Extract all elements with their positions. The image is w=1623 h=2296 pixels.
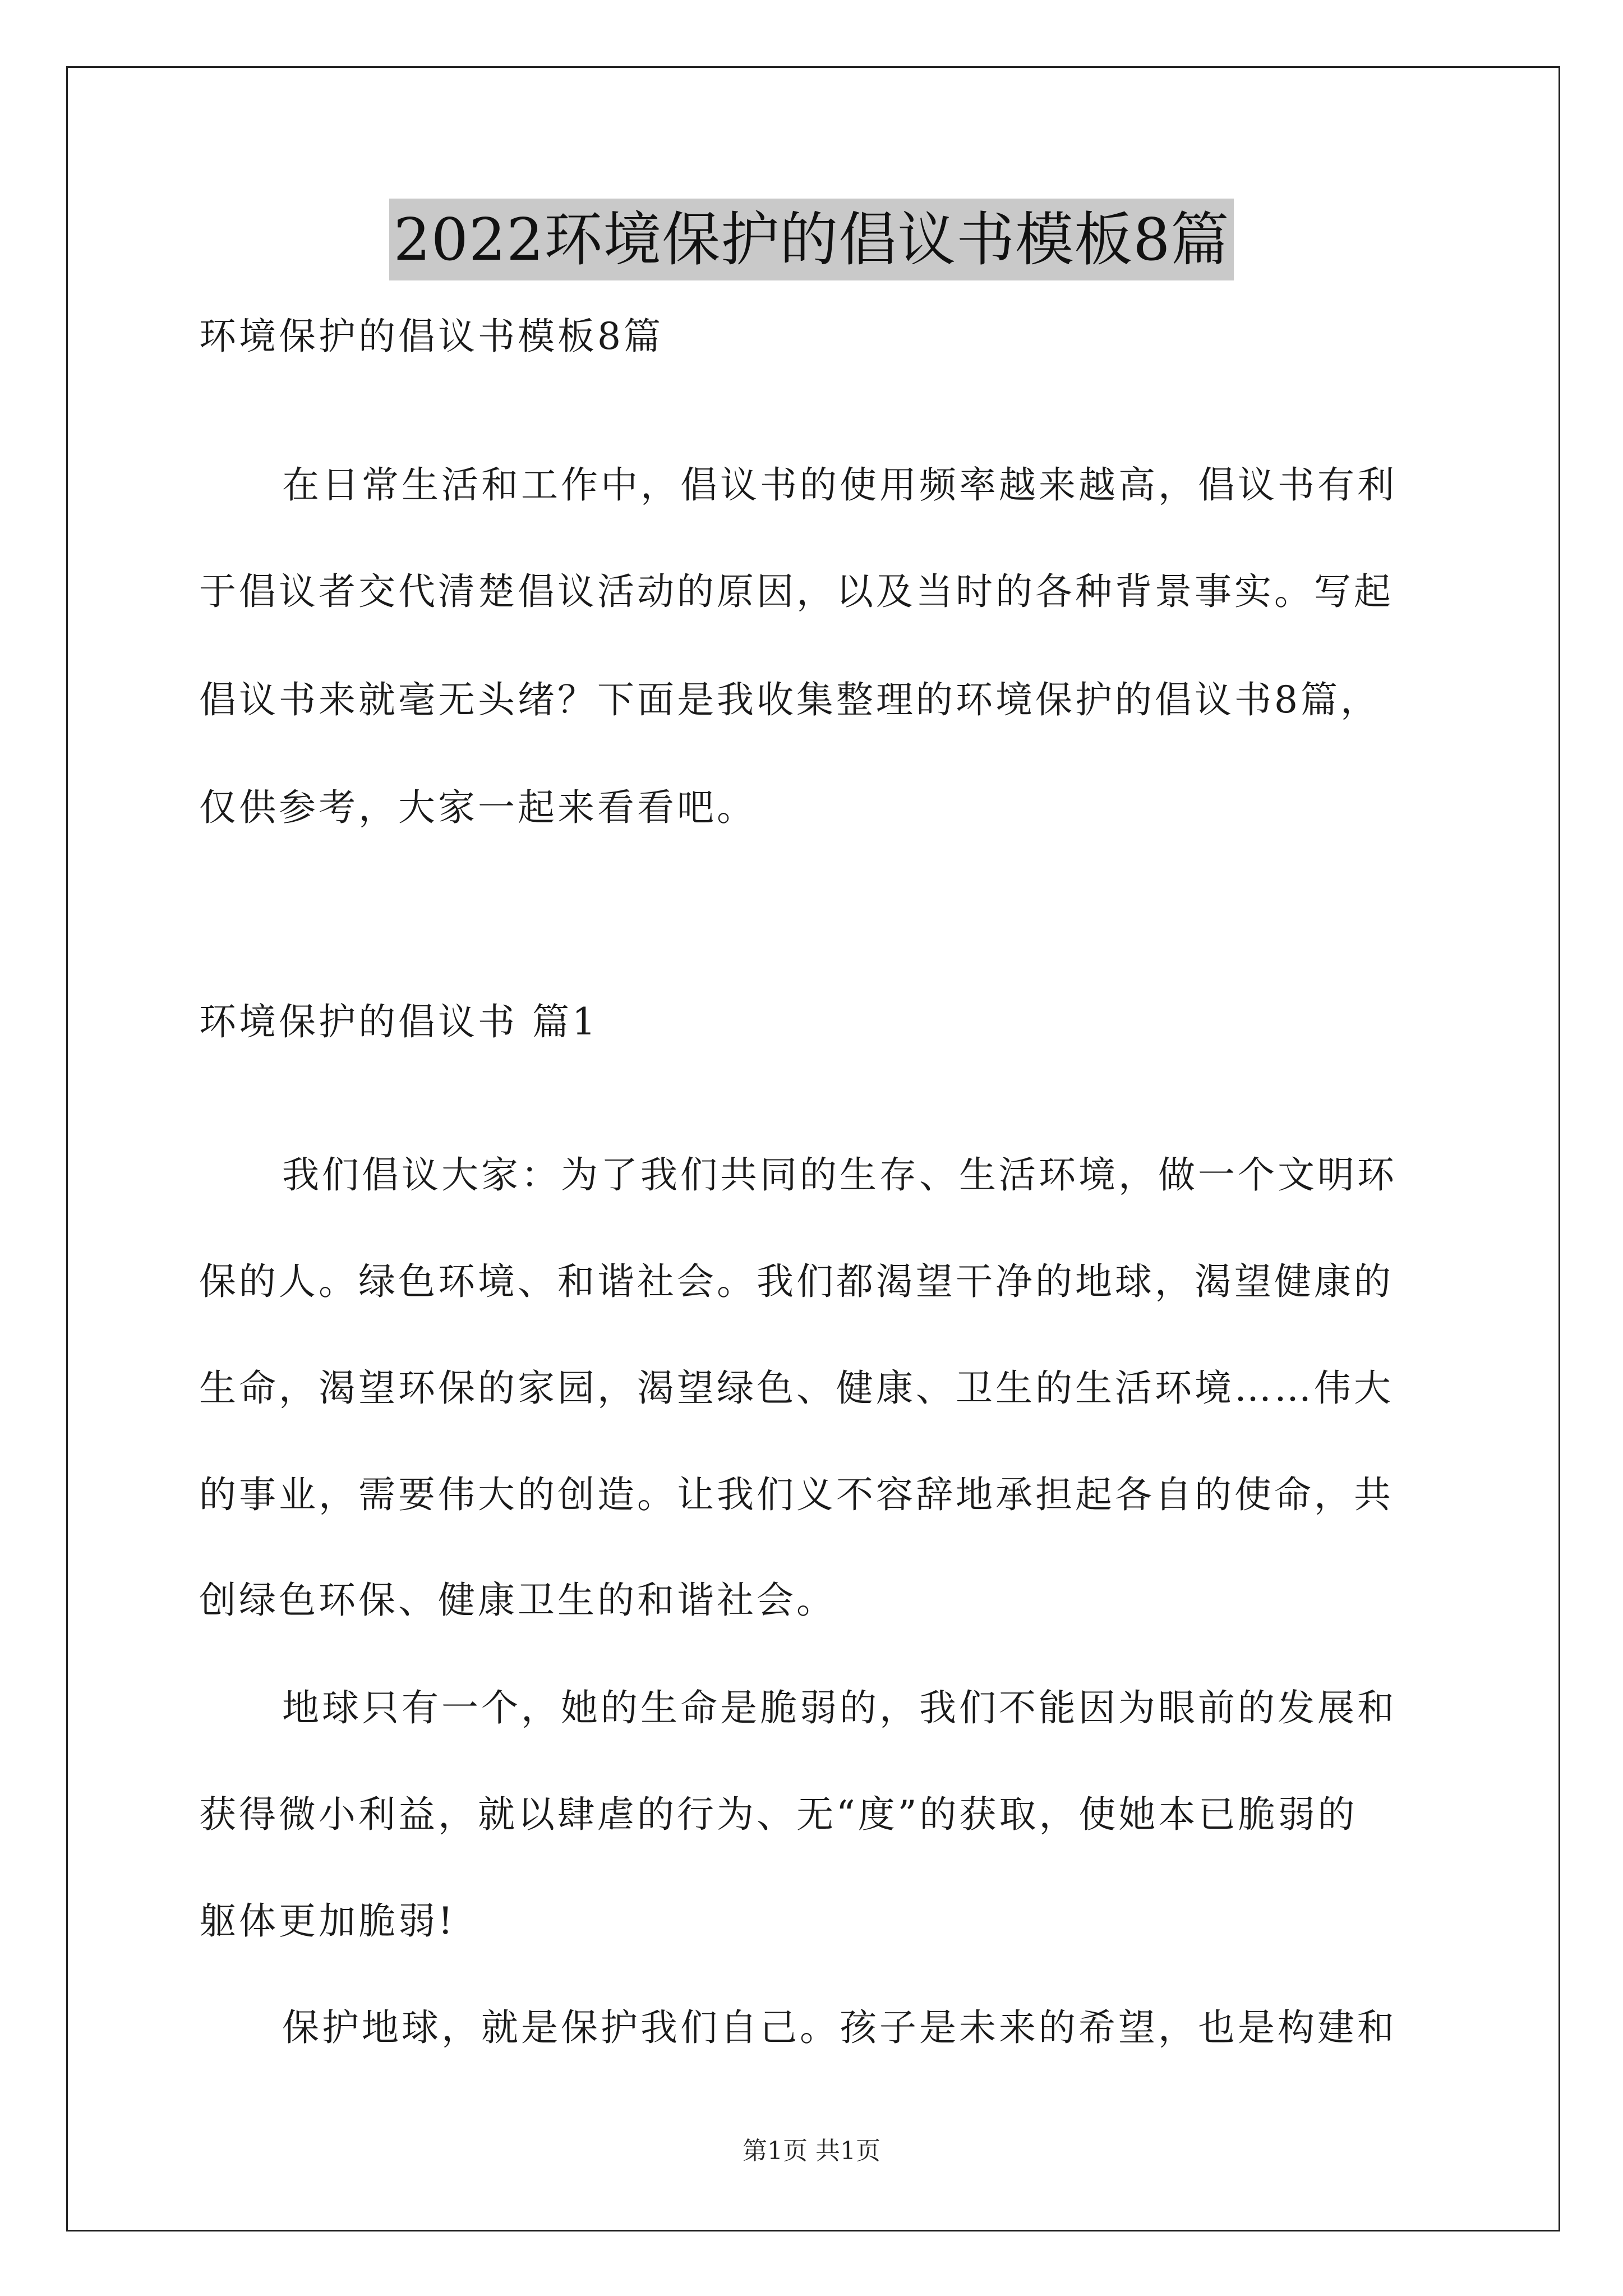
paragraph1-line: 我们倡议大家：为了我们共同的生存、生活环境，做一个文明环 bbox=[282, 1153, 1397, 1197]
page-footer: 第1页 共1页 bbox=[743, 2137, 880, 2165]
paragraph3-line: 保护地球，就是保护我们自己。孩子是未来的希望，也是构建和 bbox=[282, 2006, 1397, 2049]
paragraph2-line: 获得微小利益，就以肆虐的行为、无“度”的获取，使她本已脆弱的 bbox=[199, 1793, 1358, 1836]
paragraph1-line: 保的人。绿色环境、和谐社会。我们都渴望干净的地球，渴望健康的 bbox=[199, 1260, 1394, 1303]
intro-line: 倡议书来就毫无头绪？下面是我收集整理的环境保护的倡议书8篇， bbox=[199, 678, 1380, 721]
paragraph1-line: 的事业，需要伟大的创造。让我们义不容辞地承担起各自的使命，共 bbox=[199, 1473, 1394, 1516]
intro-line: 仅供参考，大家一起来看看吧。 bbox=[199, 786, 757, 829]
paragraph1-line: 创绿色环保、健康卫生的和谐社会。 bbox=[199, 1579, 836, 1622]
paragraph2-line: 躯体更加脆弱! bbox=[199, 1899, 456, 1943]
paragraph2-line: 地球只有一个，她的生命是脆弱的，我们不能因为眼前的发展和 bbox=[282, 1686, 1397, 1729]
intro-line: 在日常生活和工作中，倡议书的使用频率越来越高，倡议书有利 bbox=[282, 463, 1397, 507]
title-container bbox=[0, 199, 1623, 280]
document-title: 2022环境保护的倡议书模板8篇 bbox=[389, 199, 1234, 280]
intro-line: 于倡议者交代清楚倡议活动的原因，以及当时的各种背景事实。写起 bbox=[199, 570, 1394, 613]
section-heading: 环境保护的倡议书 篇1 bbox=[199, 1000, 598, 1043]
paragraph1-line: 生命，渴望环保的家园，渴望绿色、健康、卫生的生活环境……伟大 bbox=[199, 1366, 1394, 1410]
subtitle: 环境保护的倡议书模板8篇 bbox=[199, 315, 663, 358]
